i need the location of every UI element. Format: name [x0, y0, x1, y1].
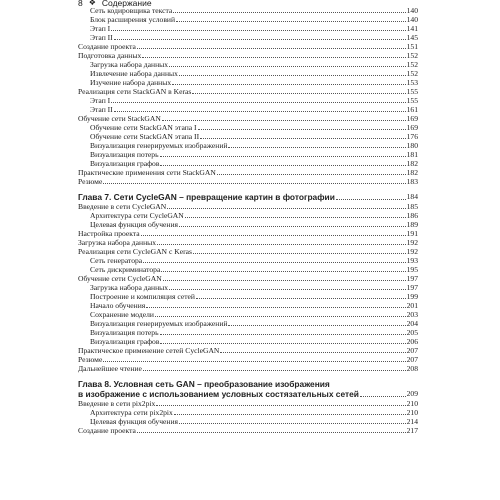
toc-entry [78, 283, 418, 292]
leader-dots [155, 316, 406, 317]
toc-entry-page: 185 [406, 202, 418, 211]
toc-entry-label: Сеть дискриминатора [90, 265, 161, 274]
leader-dots [111, 30, 405, 31]
leader-dots [217, 174, 406, 175]
toc-entry-label: Этап II [90, 33, 113, 42]
chapter-8-title-line2: в изображение с использованием условных состязательных сетей [78, 389, 359, 399]
toc-entry [78, 337, 418, 346]
table-of-contents [78, 6, 418, 435]
toc-entry-page: 151 [406, 42, 418, 51]
toc-entry-page: 145 [406, 33, 418, 42]
toc-entry-label: Загрузка набора данных [90, 60, 169, 69]
leader-dots [103, 183, 405, 184]
toc-entry [78, 220, 418, 229]
toc-entry [78, 229, 418, 238]
toc-entry-label: Загрузка набора данных [78, 238, 157, 247]
toc-entry-page: 189 [406, 220, 418, 229]
toc-entry-label: Настройка проекта [78, 229, 140, 238]
toc-entry-page: 191 [406, 229, 418, 238]
toc-entry [78, 310, 418, 319]
toc-entry [78, 132, 418, 141]
leader-dots [174, 414, 406, 415]
toc-entry [78, 105, 418, 114]
toc-entry [78, 274, 418, 283]
leader-dots [137, 48, 406, 49]
leader-dots [198, 129, 406, 130]
toc-entry [78, 87, 418, 96]
toc-entry-label: Сохранение модели [90, 310, 154, 319]
toc-entry [78, 319, 418, 328]
toc-entry [78, 6, 418, 15]
toc-entry-page: 152 [406, 60, 418, 69]
chapter-7-title: Глава 7. Сети CycleGAN – превращение картин в фотографии [78, 192, 335, 202]
chapter-8-page: 209 [406, 389, 418, 398]
leader-dots [160, 156, 406, 157]
leader-dots [228, 325, 405, 326]
toc-entry [78, 202, 418, 211]
toc-entry [78, 355, 418, 364]
toc-entry-page: 214 [406, 417, 418, 426]
toc-entry-page: 182 [406, 159, 418, 168]
toc-entry-page: 192 [406, 247, 418, 256]
toc-entry-label: Реализация сети CycleGAN с Keras [78, 247, 192, 256]
toc-section-chapter6-tail [78, 6, 418, 186]
toc-entry-page: 197 [406, 274, 418, 283]
toc-entry-label: Загрузка набора данных [90, 283, 169, 292]
toc-entry-label: Введение в сети CycleGAN [78, 202, 167, 211]
toc-entry-label: Обучение сети StackGAN этапа I [90, 123, 197, 132]
toc-entry-label: Обучение сети StackGAN [78, 114, 161, 123]
leader-dots [156, 405, 405, 406]
leader-dots [114, 39, 406, 40]
toc-entry-page: 152 [406, 51, 418, 60]
toc-entry-label: Визуализация графов [90, 337, 160, 346]
leader-dots [169, 289, 406, 290]
toc-entry-label: Подготовка данных [78, 51, 142, 60]
toc-entry [78, 60, 418, 69]
leader-dots [193, 253, 406, 254]
toc-entry-label: Дальнейшее чтение [78, 364, 142, 373]
leader-dots [137, 432, 406, 433]
leader-dots [179, 226, 406, 227]
toc-entry-label: Начало обучения [90, 301, 146, 310]
toc-entry-label: Практическое применение сетей CycleGAN [78, 346, 220, 355]
toc-entry-page: 141 [406, 24, 418, 33]
leader-dots [103, 361, 405, 362]
toc-entry-label: Практические применения сети StackGAN [78, 168, 216, 177]
ornament-icon: ❖ [88, 0, 96, 7]
toc-entry-page: 183 [406, 177, 418, 186]
toc-entry-page: 192 [406, 238, 418, 247]
toc-entry-label: Построение и компиляция сетей [90, 292, 195, 301]
toc-entry-label: Визуализация потерь [90, 150, 159, 159]
leader-dots [142, 57, 405, 58]
toc-entry [78, 168, 418, 177]
toc-entry [78, 24, 418, 33]
toc-entry-page: 182 [406, 168, 418, 177]
toc-entry-page: 197 [406, 283, 418, 292]
toc-entry-label: Блок расширения условий [90, 15, 176, 24]
toc-entry-label: Реализация сети StackGAN в Keras [78, 87, 192, 96]
toc-entry-page: 206 [406, 337, 418, 346]
toc-entry-page: 152 [406, 69, 418, 78]
toc-entry [78, 265, 418, 274]
toc-entry-label: Этап I [90, 96, 111, 105]
toc-entry-label: Архитектура сети CycleGAN [90, 211, 184, 220]
toc-entry-page: 195 [406, 265, 418, 274]
chapter-8-heading [78, 389, 418, 399]
toc-entry [78, 364, 418, 373]
toc-entry [78, 328, 418, 337]
toc-entry-label: Визуализация генерируемых изображений [90, 141, 228, 150]
toc-entry-page: 208 [406, 364, 418, 373]
toc-entry-label: Визуализация генерируемых изображений [90, 319, 228, 328]
toc-entry-label: Резюме [78, 355, 103, 364]
toc-entry-page: 169 [406, 114, 418, 123]
toc-section-chapter7 [78, 202, 418, 373]
toc-entry [78, 33, 418, 42]
toc-entry-label: Изучение набора данных [90, 78, 172, 87]
leader-dots [192, 93, 405, 94]
leader-dots [185, 217, 406, 218]
toc-entry [78, 346, 418, 355]
leader-dots [162, 120, 406, 121]
toc-entry [78, 177, 418, 186]
toc-entry-label: Архитектура сети pix2pix [90, 408, 173, 417]
leader-dots [172, 84, 405, 85]
leader-dots [173, 12, 405, 13]
leader-dots [160, 343, 405, 344]
leader-dots [179, 75, 406, 76]
chapter-7-page: 184 [406, 192, 418, 201]
toc-entry-page: 210 [406, 399, 418, 408]
leader-dots [169, 66, 406, 67]
toc-entry-page: 155 [406, 96, 418, 105]
toc-entry-page: 155 [406, 87, 418, 96]
page-number: 8 [78, 0, 83, 8]
toc-entry-page: 169 [406, 123, 418, 132]
toc-entry-page: 140 [406, 6, 418, 15]
toc-entry [78, 51, 418, 60]
toc-entry [78, 123, 418, 132]
toc-entry-label: Сеть кодировщика текста [90, 6, 173, 15]
leader-dots [160, 165, 405, 166]
toc-entry [78, 42, 418, 51]
toc-entry [78, 96, 418, 105]
toc-entry-label: Введение в сети pix2pix [78, 399, 156, 408]
leader-dots [167, 208, 405, 209]
leader-dots [114, 111, 406, 112]
leader-dots [336, 199, 406, 200]
leader-dots [176, 21, 406, 22]
toc-entry-page: 140 [406, 15, 418, 24]
toc-entry [78, 399, 418, 408]
toc-entry [78, 15, 418, 24]
toc-section-chapter8 [78, 399, 418, 435]
toc-entry-label: Целевая функция обучения [90, 220, 179, 229]
toc-entry-page: 205 [406, 328, 418, 337]
toc-entry-label: Этап I [90, 24, 111, 33]
leader-dots [141, 235, 406, 236]
toc-entry-page: 210 [406, 408, 418, 417]
toc-entry-page: 180 [406, 141, 418, 150]
toc-entry [78, 256, 418, 265]
toc-entry-page: 186 [406, 211, 418, 220]
leader-dots [179, 423, 406, 424]
leader-dots [111, 102, 405, 103]
toc-entry [78, 417, 418, 426]
toc-entry-label: Резюме [78, 177, 103, 186]
toc-entry [78, 159, 418, 168]
toc-entry-page: 176 [406, 132, 418, 141]
toc-entry-label: Создание проекта [78, 42, 136, 51]
toc-entry-page: 199 [406, 292, 418, 301]
toc-entry [78, 141, 418, 150]
toc-entry [78, 69, 418, 78]
running-title: Содержание [101, 0, 152, 8]
toc-entry-page: 207 [406, 355, 418, 364]
toc-entry-page: 153 [406, 78, 418, 87]
leader-dots [146, 307, 405, 308]
toc-entry [78, 211, 418, 220]
leader-dots [360, 396, 406, 397]
leader-dots [143, 262, 405, 263]
toc-entry-page: 217 [406, 426, 418, 435]
leader-dots [163, 280, 406, 281]
toc-entry [78, 426, 418, 435]
toc-entry [78, 292, 418, 301]
toc-entry [78, 247, 418, 256]
leader-dots [160, 334, 406, 335]
leader-dots [157, 244, 406, 245]
toc-entry-page: 201 [406, 301, 418, 310]
toc-entry [78, 78, 418, 87]
toc-entry-label: Создание проекта [78, 426, 136, 435]
toc-entry-label: Этап II [90, 105, 113, 114]
chapter-7-heading [78, 192, 418, 202]
toc-entry-label: Сеть генератора [90, 256, 143, 265]
toc-entry [78, 301, 418, 310]
leader-dots [220, 352, 405, 353]
leader-dots [200, 138, 406, 139]
leader-dots [228, 147, 405, 148]
toc-entry-page: 203 [406, 310, 418, 319]
toc-entry-label: Обучение сети StackGAN этапа II [90, 132, 200, 141]
toc-entry-page: 161 [406, 105, 418, 114]
leader-dots [161, 271, 405, 272]
chapter-8-title-line1: Глава 8. Условная сеть GAN – преобразование изображения [78, 379, 330, 389]
toc-entry [78, 150, 418, 159]
toc-entry-page: 207 [406, 346, 418, 355]
toc-entry-page: 204 [406, 319, 418, 328]
toc-entry-label: Визуализация графов [90, 159, 160, 168]
leader-dots [196, 298, 406, 299]
leader-dots [143, 370, 406, 371]
toc-entry-page: 181 [406, 150, 418, 159]
toc-entry-page: 193 [406, 256, 418, 265]
toc-entry-label: Целевая функция обучения [90, 417, 179, 426]
toc-entry [78, 238, 418, 247]
toc-entry [78, 408, 418, 417]
toc-entry-label: Извлечение набора данных [90, 69, 178, 78]
toc-entry-label: Обучение сети CycleGAN [78, 274, 162, 283]
toc-entry [78, 114, 418, 123]
toc-entry-label: Визуализация потерь [90, 328, 159, 337]
